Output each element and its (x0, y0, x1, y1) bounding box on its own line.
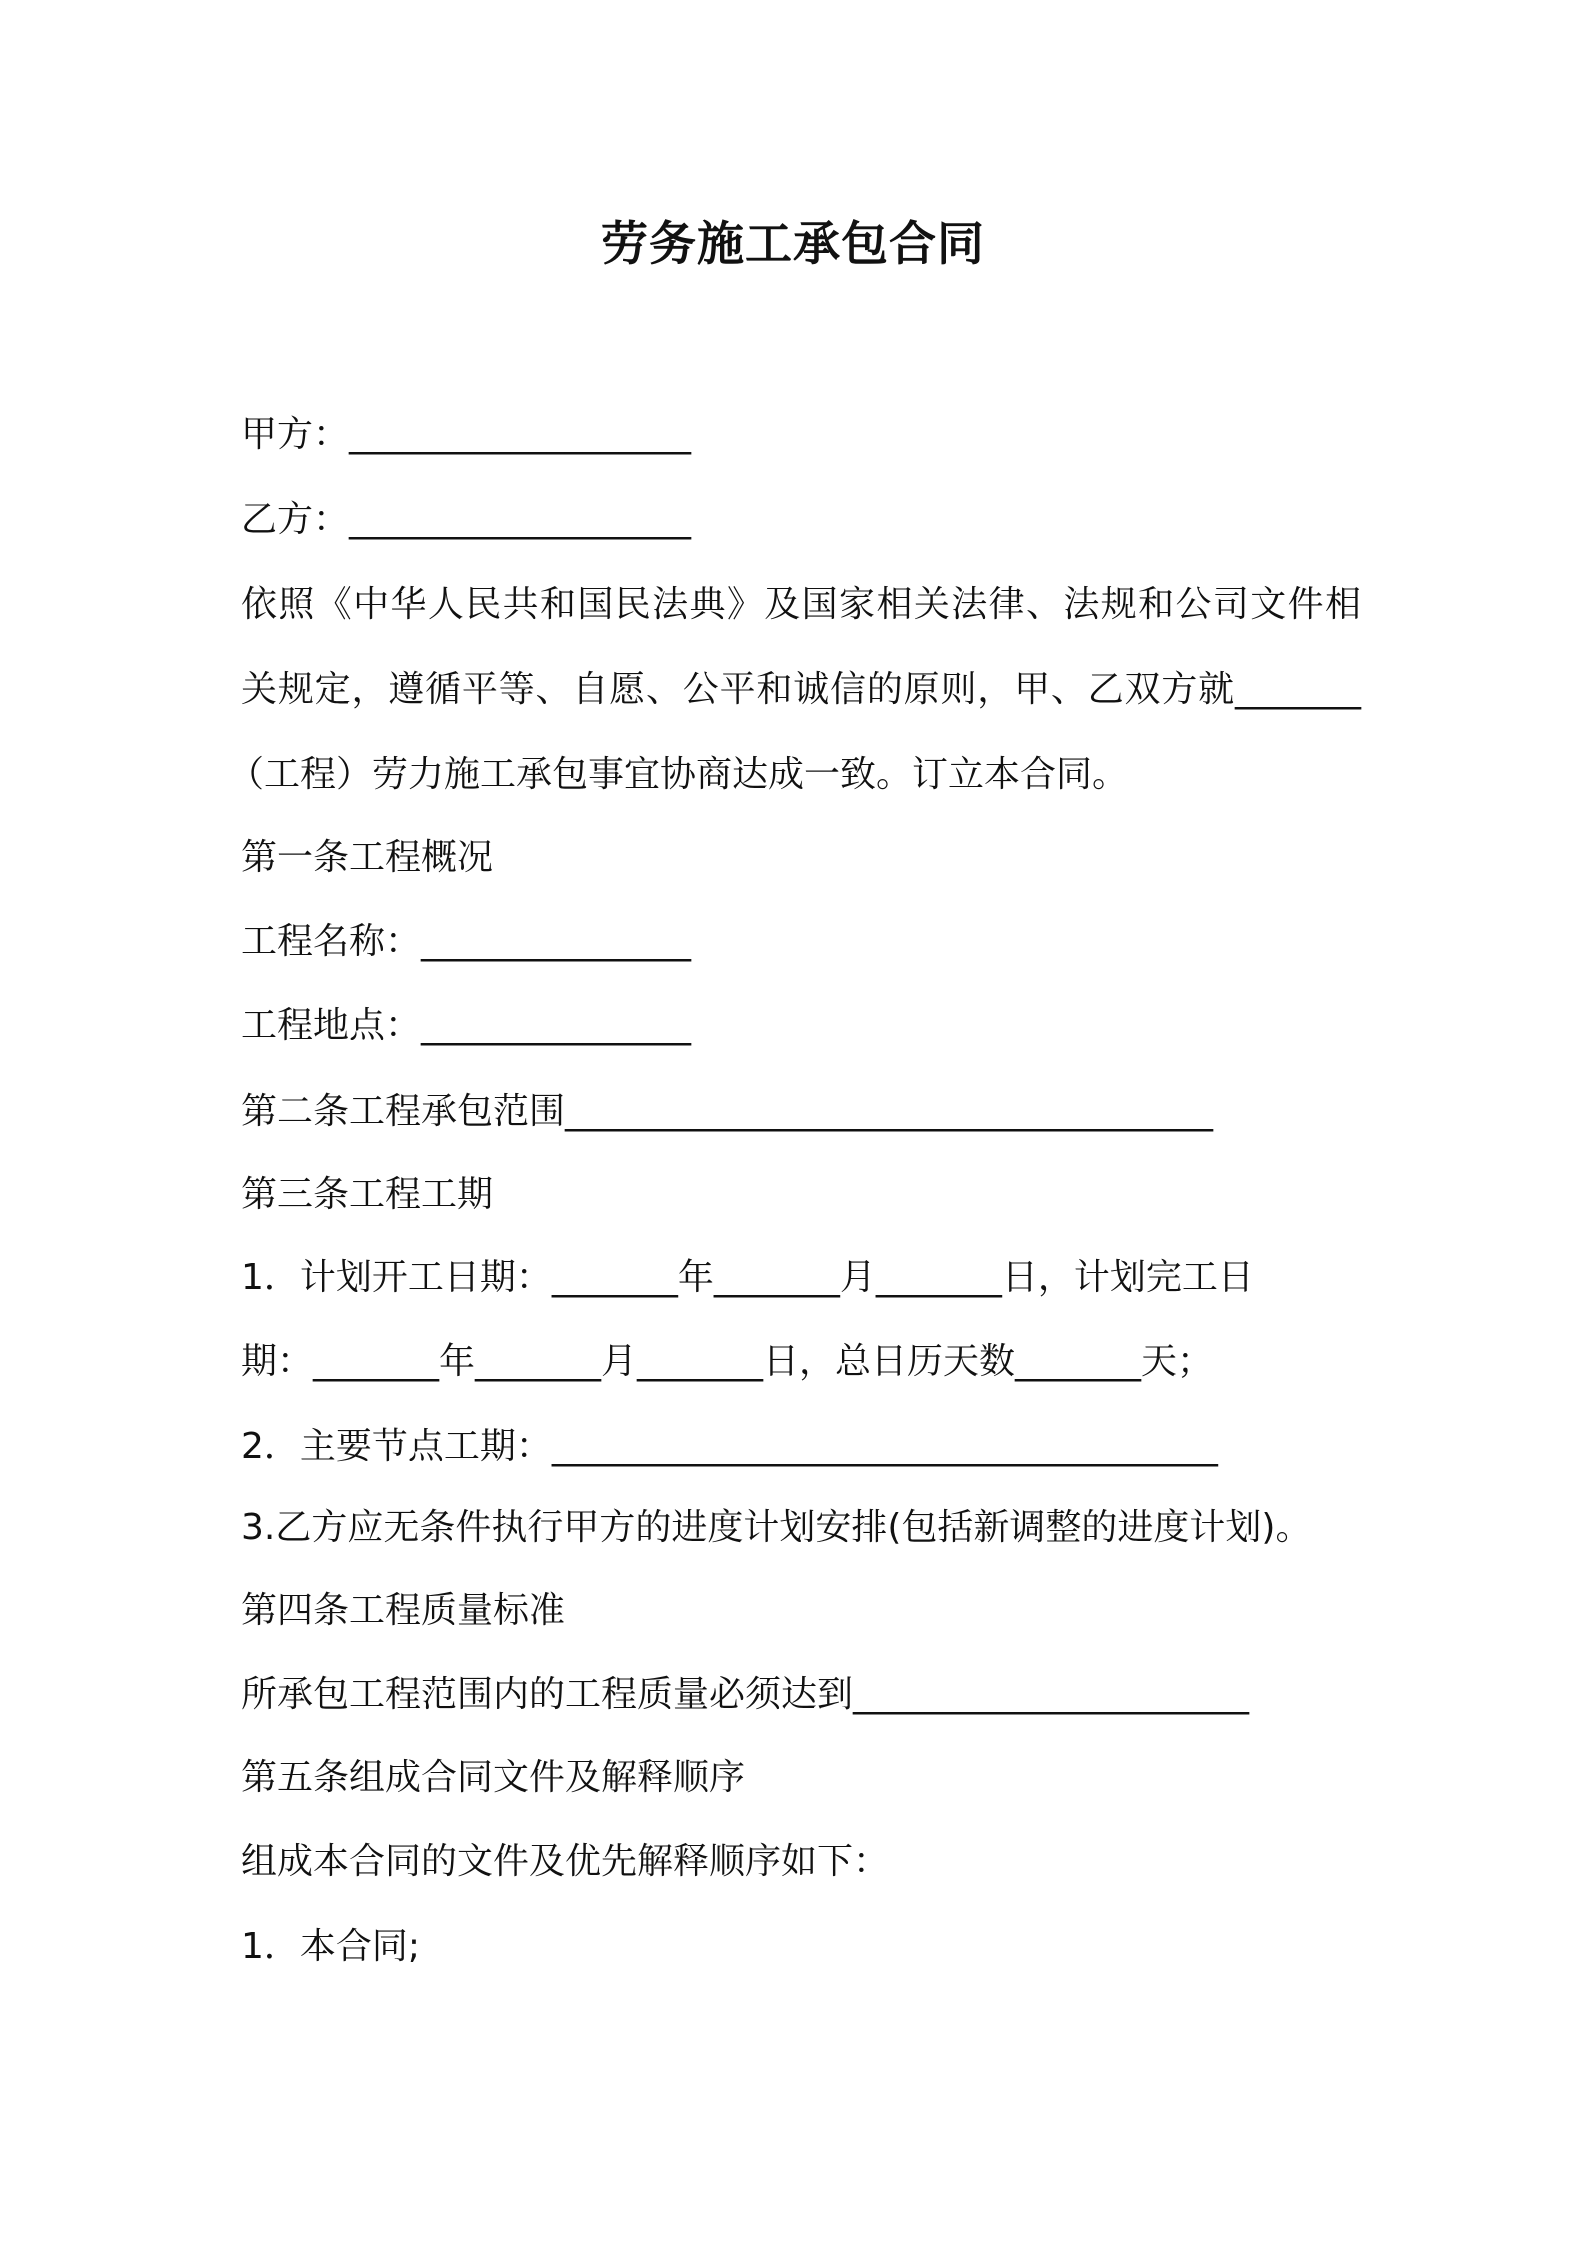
preamble-line-2: 关规定，遵循平等、自愿、公平和诚信的原则，甲、乙双方就_______ (241, 669, 1361, 710)
article-3-heading: 第三条工程工期 (241, 1174, 494, 1215)
document-order-item-1: 1．本合同; (241, 1926, 421, 1967)
schedule-compliance-line: 3.乙方应无条件执行甲方的进度计划安排(包括新调整的进度计划)。 (241, 1507, 1312, 1548)
preamble-line-1: 依照《中华人民共和国民法典》及国家相关法律、法规和公司文件相 (241, 584, 1361, 625)
quality-standard-line: 所承包工程范围内的工程质量必须达到______________________ (241, 1674, 1250, 1715)
project-location-line: 工程地点：_______________ (241, 1005, 692, 1046)
party-a-line: 甲方：___________________ (241, 414, 692, 455)
project-name-line: 工程名称：_______________ (241, 921, 692, 962)
article-1-heading: 第一条工程概况 (241, 837, 494, 878)
party-b-line: 乙方：___________________ (241, 499, 692, 540)
schedule-line-2: 期：_______年_______月_______日，总日历天数_______天； (241, 1341, 1214, 1382)
milestone-line: 2．主要节点工期：_____________________________________ (241, 1426, 1218, 1467)
article-4-heading: 第四条工程质量标准 (241, 1590, 566, 1631)
schedule-line-1: 1．计划开工日期：_______年_______月_______日，计划完工日 (241, 1257, 1254, 1298)
article-5-heading: 第五条组成合同文件及解释顺序 (241, 1757, 746, 1798)
article-2-heading: 第二条工程承包范围____________________________________ (241, 1091, 1214, 1132)
document-order-intro: 组成本合同的文件及优先解释顺序如下： (241, 1841, 890, 1882)
preamble-line-3: （工程）劳力施工承包事宜协商达成一致。订立本合同。 (228, 754, 1129, 795)
document-title: 劳务施工承包合同 (601, 217, 985, 272)
